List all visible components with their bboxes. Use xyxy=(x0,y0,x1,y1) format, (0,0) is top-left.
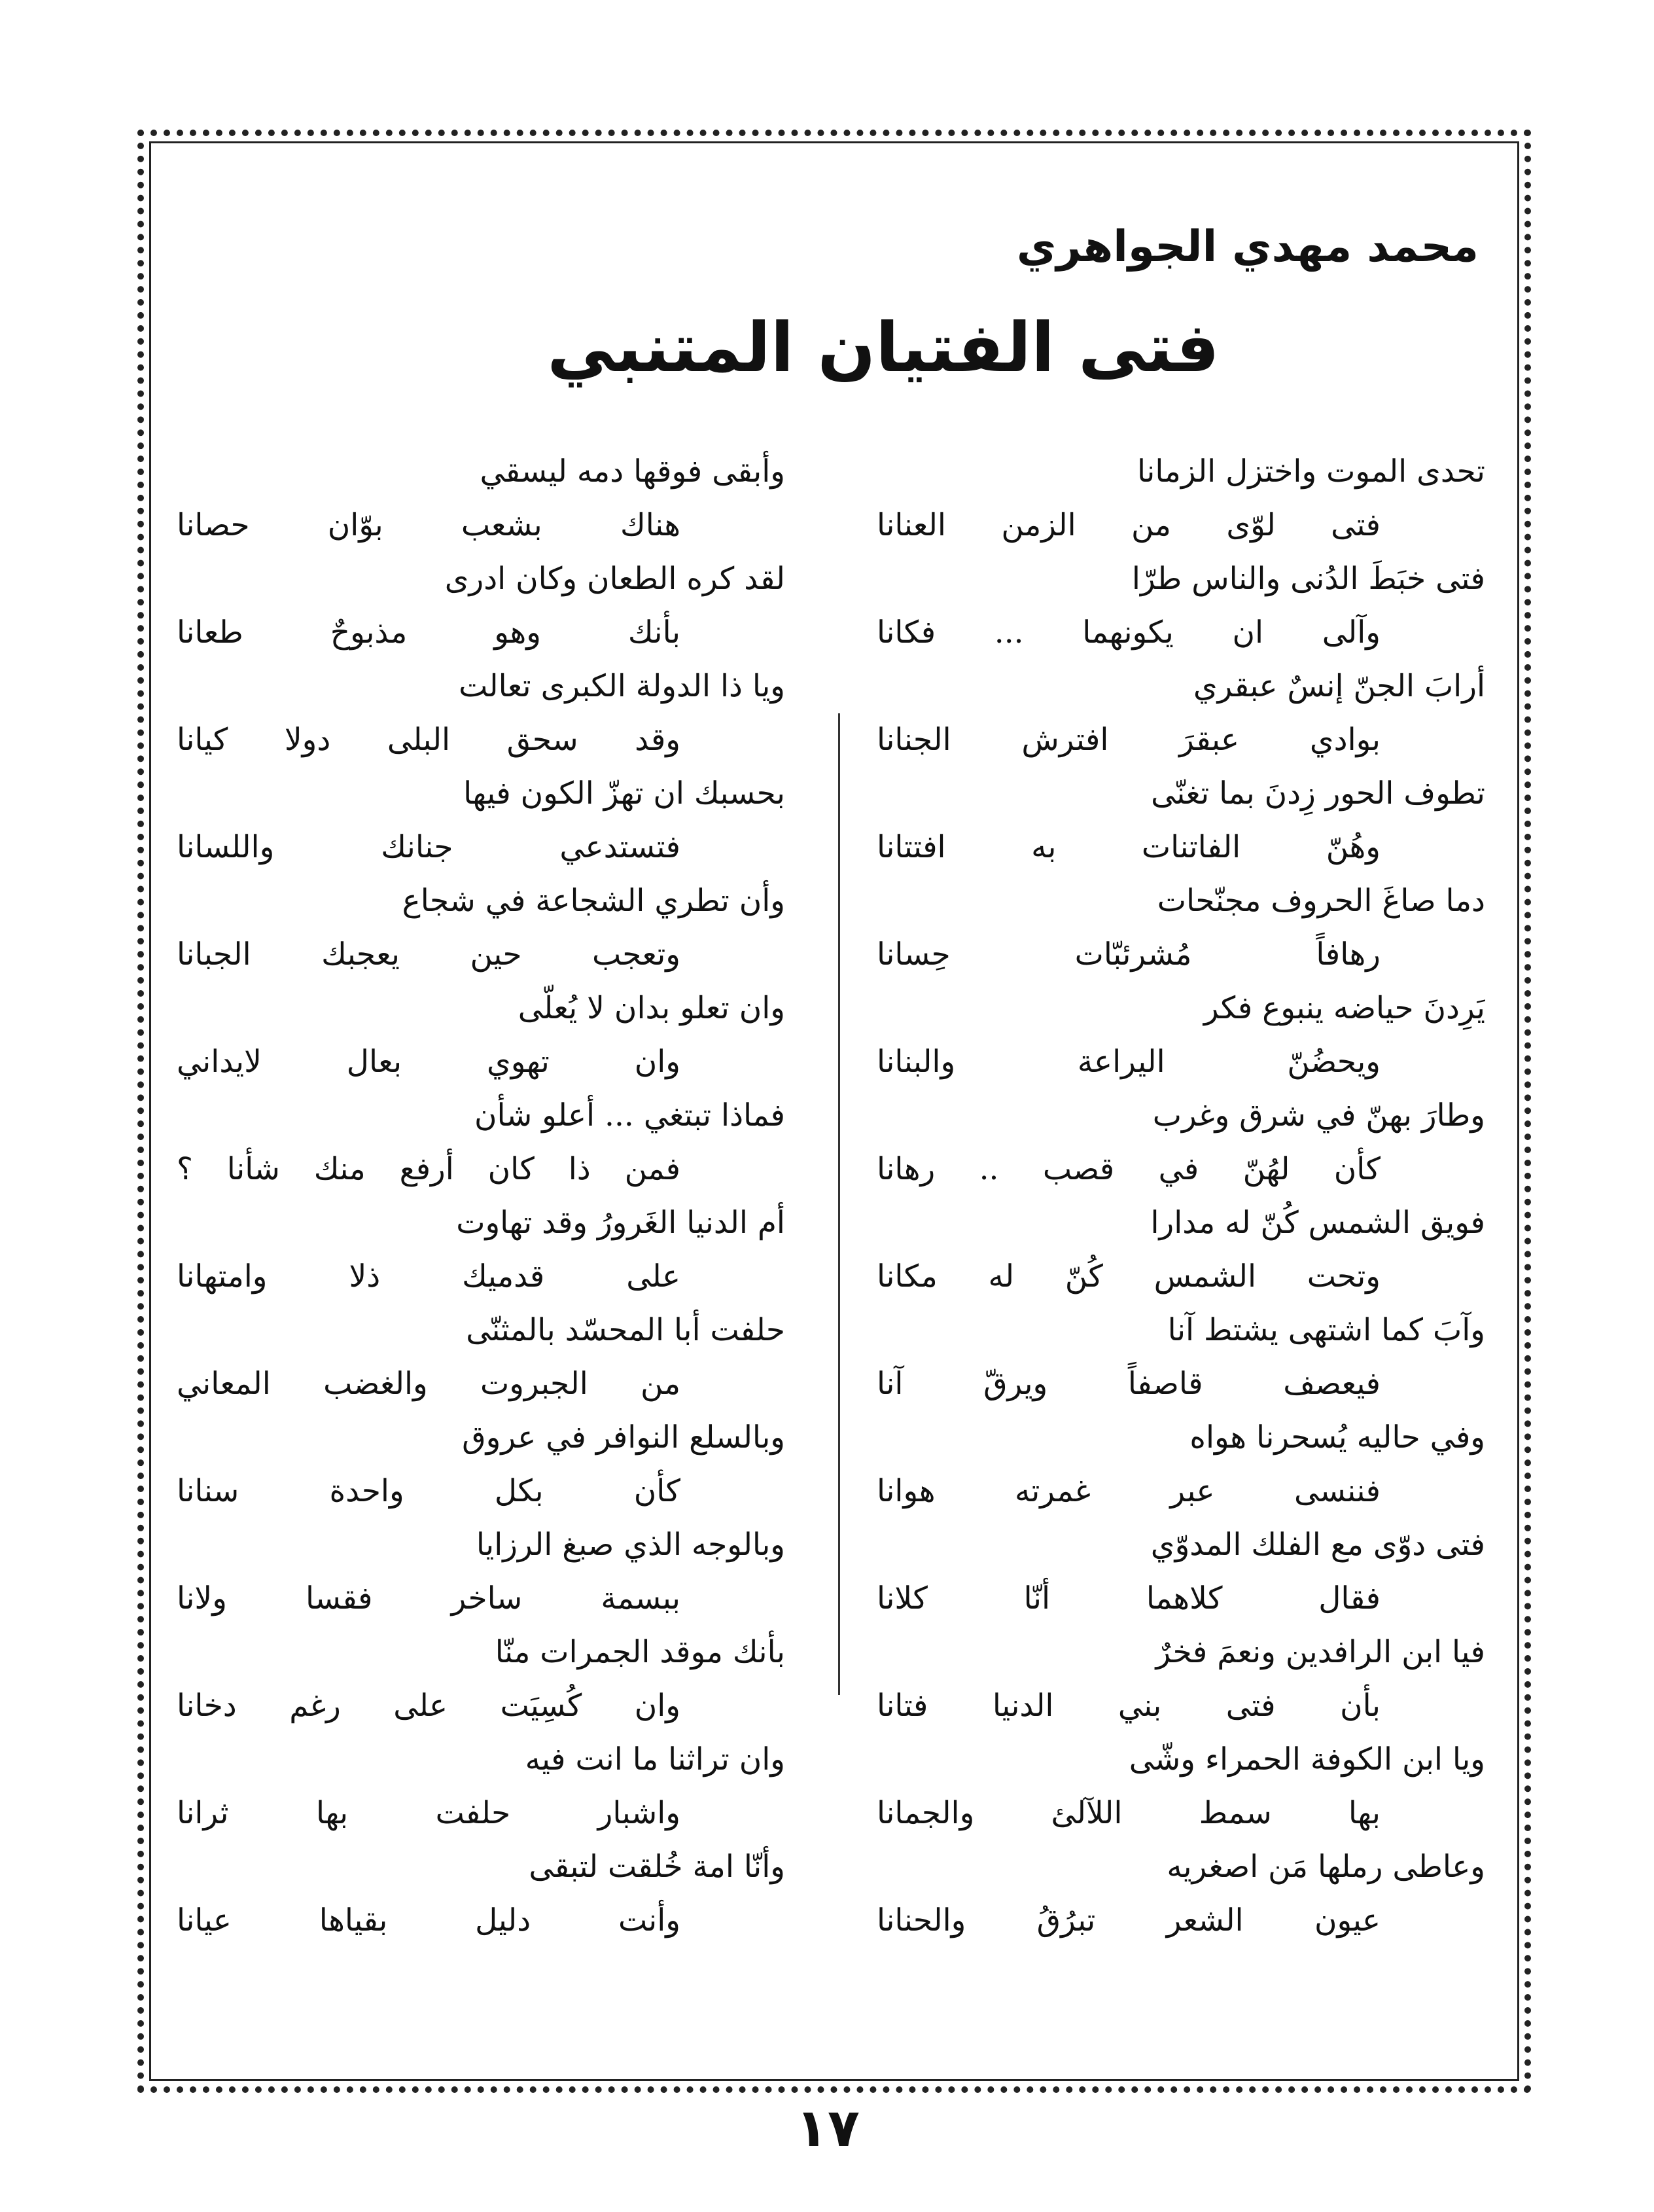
verse-line: حلفت أبا المحسّد بالمثنّى xyxy=(466,1312,785,1348)
verse-line: هناك بشعب بوّان حصانا xyxy=(177,507,680,543)
verse-line: وعاطى رملها مَن اصغريه xyxy=(1167,1849,1485,1885)
verse-line: وفي حاليه يُسحرنا هواه xyxy=(1189,1419,1485,1455)
poem-column-left xyxy=(177,445,785,1948)
verse-line: وبالوجه الذي صبغ الرزايا xyxy=(476,1527,785,1563)
verse-line: واشبار حلفت بها ثرانا xyxy=(177,1795,680,1831)
verse-line: تطوف الحور زِدنَ بما تغنّى xyxy=(1151,776,1485,812)
verse-line: وتحت الشمس كُنّ له مكانا xyxy=(877,1258,1381,1294)
verse-line: ببسمة ساخر فقسا ولانا xyxy=(177,1580,680,1616)
verse-line: فتى خبَطَ الدُنى والناس طرّا xyxy=(1131,561,1485,597)
verse-line: وتعجب حين يعجبك الجبانا xyxy=(177,937,680,972)
verse-line: دما صاغَ الحروف مجنّحات xyxy=(1157,883,1485,919)
verse-line: وان كُسِيَت على رغم دخانا xyxy=(177,1688,680,1724)
verse-line: كأن لهُنّ في قصب .. رهانا xyxy=(877,1151,1381,1187)
verse-line: وان تهوي بعال لايداني xyxy=(177,1044,680,1080)
verse-line: وهُنّ الفاتنات به افتتانا xyxy=(877,829,1381,865)
verse-line: أم الدنيا الغَرورُ وقد تهاوت xyxy=(456,1205,785,1241)
verse-line: بحسبك ان تهزّ الكون فيها xyxy=(463,776,785,812)
verse-line: على قدميك ذلا وامتهانا xyxy=(177,1258,680,1294)
verse-line: فويق الشمس كُنّ له مدارا xyxy=(1150,1205,1485,1241)
verse-line: فيعصف قاصفاً ويرقّ آنا xyxy=(877,1366,1381,1402)
verse-line: وأنّا امة خُلقت لتبقى xyxy=(529,1849,785,1885)
verse-line: فمن ذا كان أرفع منك شأنا ؟ xyxy=(177,1151,680,1187)
verse-line: ويحضُنّ اليراعة والبنانا xyxy=(877,1044,1381,1080)
verse-line: عيون الشعر تبرُقُ والحنانا xyxy=(877,1902,1381,1938)
verse-line: بأن فتى بني الدنيا فتانا xyxy=(877,1688,1381,1724)
verse-line: فننسى عبر غمرته هوانا xyxy=(877,1473,1381,1509)
verse-line: فتى دوّى مع الفلك المدوّي xyxy=(1150,1527,1485,1563)
verse-line: بها سمط اللآلئ والجمانا xyxy=(877,1795,1381,1831)
verse-line: ويا ابن الكوفة الحمراء وشّى xyxy=(1129,1741,1485,1777)
verse-line: لقد كره الطعان وكان ادرى xyxy=(444,561,785,597)
verse-line: وآلى ان يكونهما ... فكانا xyxy=(877,615,1381,651)
verse-line: وأنت دليل بقياها عيانا xyxy=(177,1902,680,1938)
verse-line: كأن بكل واحدة سنانا xyxy=(177,1473,680,1509)
column-divider xyxy=(838,713,840,1695)
verse-line: وطارَ بهنّ في شرق وغرب xyxy=(1152,1097,1485,1133)
verse-line: رهافاً مُشرئبّات حِسانا xyxy=(877,937,1381,972)
verse-line: فماذا تبتغي ... أعلو شأن xyxy=(474,1097,785,1133)
verse-line: بأنك وهو مذبوحٌ طعانا xyxy=(177,615,680,651)
verse-line: وأبقى فوقها دمه ليسقي xyxy=(480,454,785,490)
verse-line: وان تراثنا ما انت فيه xyxy=(525,1741,785,1777)
verse-line: من الجبروت والغضب المعاني xyxy=(177,1366,680,1402)
verse-line: بأنك موقد الجمرات منّا xyxy=(495,1634,785,1670)
verse-line: أرابَ الجنّ إنسٌ عبقري xyxy=(1193,668,1485,704)
verse-line: فيا ابن الرافدين ونعمَ فخرٌ xyxy=(1155,1634,1485,1670)
verse-line: بوادي عبقرَ افترش الجنانا xyxy=(877,722,1381,758)
verse-line: يَرِدنَ حياضه ينبوع فكر xyxy=(1203,990,1485,1026)
verse-line: وان تعلو بدان لا يُعلّى xyxy=(518,990,785,1026)
verse-line: فتى لوّى من الزمن العنانا xyxy=(877,507,1381,543)
page-number: ١٧ xyxy=(796,2097,860,2158)
verse-line: فقال كلاهما أنّا كلانا xyxy=(877,1580,1381,1616)
poem-column-right xyxy=(877,445,1485,1948)
verse-line: تحدى الموت واختزل الزمانا xyxy=(1136,454,1485,490)
verse-line: وآبَ كما اشتهى يشتط آنا xyxy=(1167,1312,1485,1348)
verse-line: ويا ذا الدولة الكبرى تعالت xyxy=(459,668,785,704)
author-name: محمد مهدي الجواهري xyxy=(1016,221,1479,272)
verse-line: وبالسلع النوافر في عروق xyxy=(462,1419,785,1455)
poem-title: فتى الفتيان المتنبي xyxy=(547,308,1220,387)
verse-line: فتستدعي جنانك واللسانا xyxy=(177,829,680,865)
verse-line: وقد سحق البلى دولا كيانا xyxy=(177,722,680,758)
verse-line: وأن تطري الشجاعة في شجاع xyxy=(402,883,785,919)
